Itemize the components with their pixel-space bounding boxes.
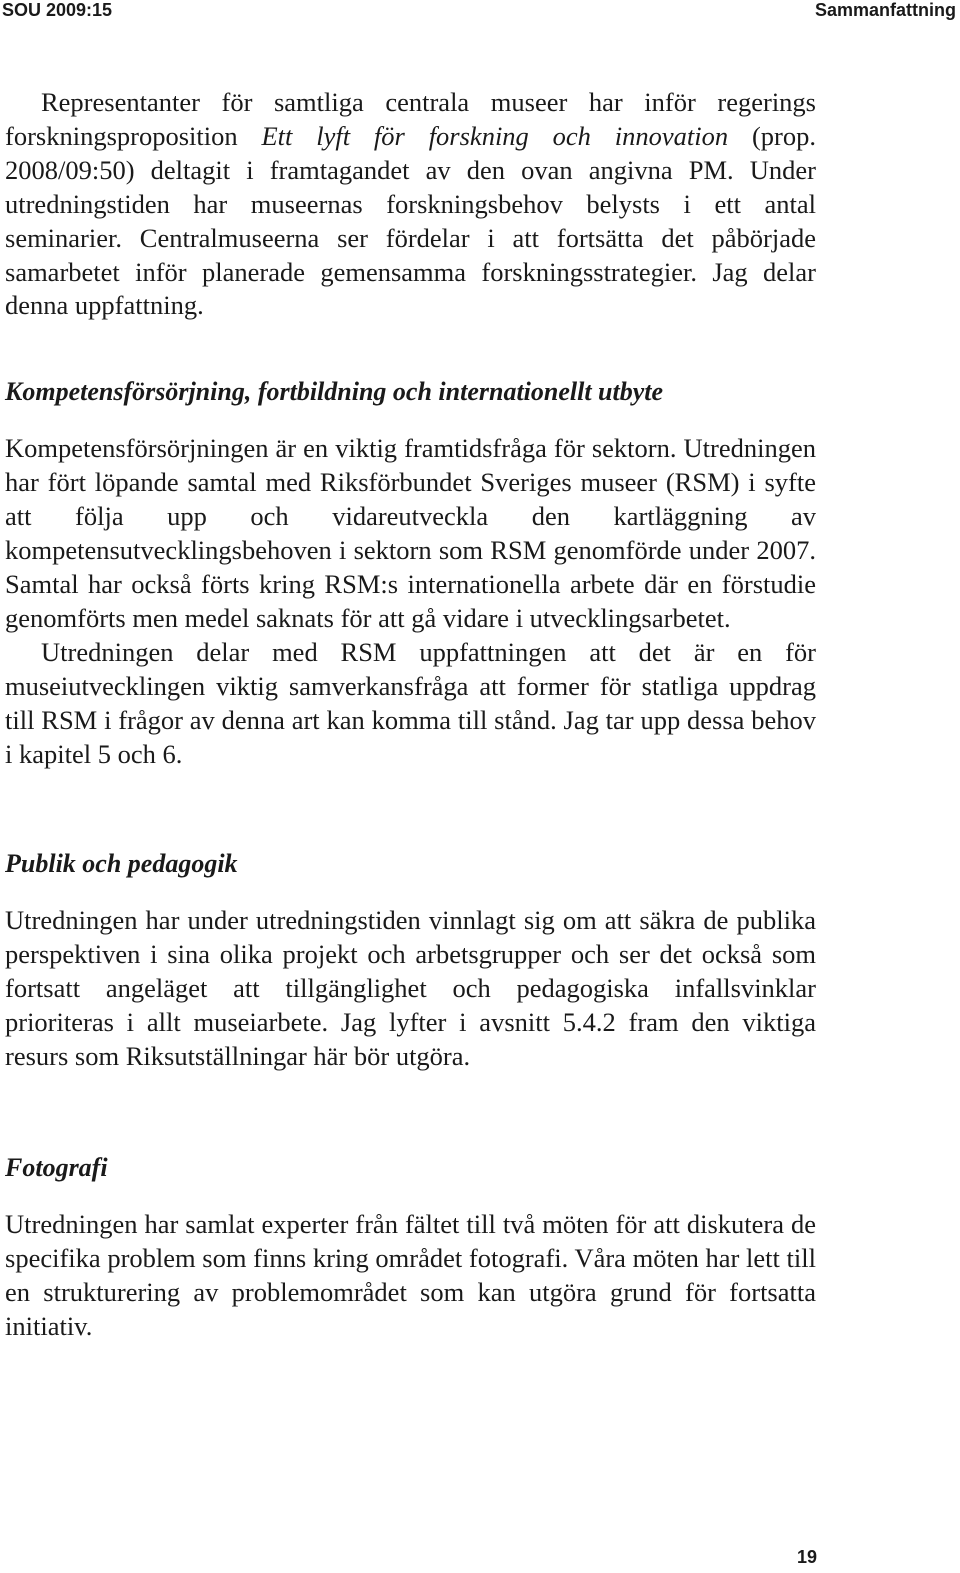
document-id: SOU 2009:15: [2, 0, 113, 20]
fotografi-paragraph: Utredningen har samlat experter från fältet till två möten för att diskutera de specifika problem som finns kring området fotografi. Våra möten har lett till en strukturering av problemområdet som kan utgöra grund för fortsatta initiativ.: [5, 1208, 816, 1341]
chapter-title: Sammanfattning: [814, 0, 956, 20]
intro-text-b: (prop. 2008/09:50) deltagit i framtagandet av den ovan angivna PM. Under utredningstiden har museernas forskningsbehov belysts i ett antal seminarier. Centralmuseerna ser fördelar i att fortsätta det påbörjade samarbetet inför planerade gemensamma forskningsstrategier. Jag delar denna uppfattning.: [5, 120, 816, 321]
page-body: [5, 86, 816, 1344]
kompetens-paragraph-1: Kompetensförsörjningen är en viktig framtidsfråga för sektorn. Utredningen har fört löpande samtal med Riksförbundet Sveriges museer (RSM) i syfte att följa upp och vidareutveckla den kartläggning av kompetensutvecklingsbehoven i sektorn som RSM genomförde under 2007. Samtal har också förts kring RSM:s internationella arbete där en förstudie genomförts men medel saknats för att gå vidare i utvecklingsarbetet.: [5, 433, 816, 633]
page-number: 19: [796, 1547, 817, 1567]
kompetens-paragraph-2: Utredningen delar med RSM uppfattningen att det är en för museiutvecklingen viktig samverkansfråga att former för statliga uppdrag till RSM i frågor av denna art kan komma till stånd. Jag tar upp dessa behov i kapitel 5 och 6.: [5, 636, 816, 769]
section-heading-publik: Publik och pedagogik: [5, 849, 238, 879]
intro-text-a: Representanter för samtliga centrala museer har inför regerings forskningsproposition: [5, 87, 816, 151]
intro-paragraph: [5, 86, 816, 323]
section-heading-kompetens: Kompetensförsörjning, fortbildning och internationellt utbyte: [5, 377, 664, 407]
running-head: [0, 0, 960, 24]
publik-paragraph: Utredningen har under utredningstiden vinnlagt sig om att säkra de publika perspektiven i sina olika projekt och arbetsgrupper och ser det också som fortsatt angeläget att tillgänglighet och pedagogiska infallsvinklar prioriteras i allt museiarbete. Jag lyfter i avsnitt 5.4.2 fram den viktiga resurs som Riksutställningar här bör utgöra.: [5, 905, 816, 1072]
proposition-title: Ett lyft för forskning och innovation: [261, 120, 729, 151]
section-heading-fotografi: Fotografi: [5, 1152, 108, 1182]
